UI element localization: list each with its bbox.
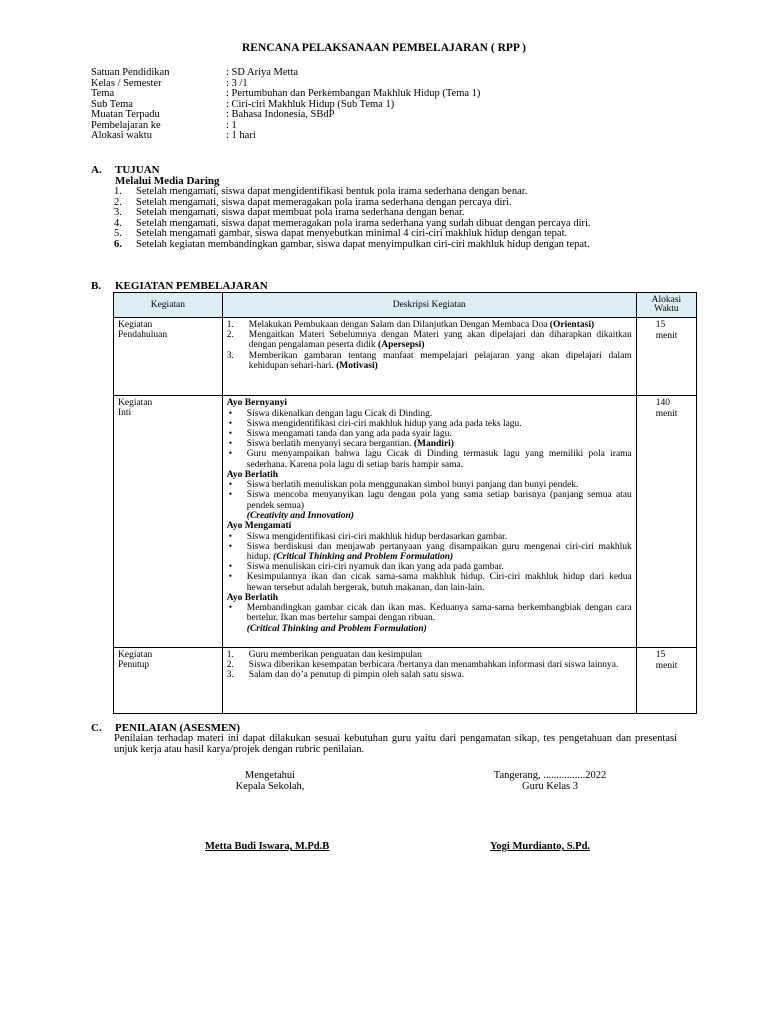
bullet-icon: • — [228, 531, 233, 542]
cell-kegiatan-label — [114, 396, 223, 648]
list-item — [227, 449, 632, 469]
list-item — [114, 240, 677, 251]
list-item — [227, 419, 632, 429]
signature-line1: Mengetahui — [244, 770, 296, 781]
cell-kegiatan-label — [114, 318, 223, 396]
item-text: Siswa dikenalkan dengan lagu Cicak di Dinding. — [246, 408, 433, 419]
meta-key: Sub Tema — [91, 98, 133, 110]
item-tag: (Orientasi) — [549, 320, 595, 330]
bullet-icon: • — [228, 418, 233, 429]
item-text: Siswa mengamati tanda dan yang ada pada syair lagu. — [246, 428, 452, 439]
item-number: 2. — [226, 660, 234, 671]
bullet-icon: • — [228, 541, 233, 552]
item-tag: (Critical Thinking and Problem Formulation) — [246, 623, 427, 634]
list-item — [227, 542, 632, 562]
item-number: 3. — [226, 670, 234, 681]
meta-key: Muatan Terpadu — [91, 109, 160, 120]
item-text: Setelah kegiatan membandingkan gambar, siswa dapat menyimpulkan ciri-ciri makhluk hidup dengan tepat. — [136, 238, 590, 250]
label-line2: Inti — [118, 408, 132, 418]
meta-value: : Pertumbuhan dan Perkembangan Makhluk Hidup (Tema 1) — [226, 88, 481, 99]
penilaian-text: Penilaian terhadap materi ini dapat dilakukan sesuai kebutuhan guru yaitu dari pengamatan sikap, tes pengetahuan dan presentasi unjuk kerja atau hasil karya/projek dengan rubric penilaian. — [114, 733, 677, 755]
meta-value: : 1 — [226, 119, 237, 131]
tujuan-subheading: Melalui Media Daring — [115, 175, 220, 187]
list-item — [227, 320, 632, 330]
section-title: TUJUAN — [115, 164, 160, 176]
tujuan-list — [114, 187, 677, 250]
meta-key: Alokasi waktu — [91, 130, 152, 141]
alokasi-value: 140 — [655, 398, 671, 408]
item-number: 6. — [114, 238, 122, 250]
item-tag: (Motivasi) — [336, 360, 378, 371]
item-text: Kesimpulannya ikan dan cicak sama-sama makhluk hidup. Ciri-ciri makhluk hidup dari kedua hewan tersebut adalah bergerak, butuh makanan, dan lain-lain. — [246, 572, 632, 593]
bullet-icon: • — [228, 449, 233, 460]
bullet-icon: • — [228, 480, 233, 491]
item-text: Siswa diberikan kesempatan berbicara /bertanya dan menambahkan informasi dari siswa lainnya. — [248, 660, 619, 671]
list-item — [227, 480, 632, 490]
alokasi-unit: menit — [655, 408, 678, 419]
item-text: Setelah mengamati, siswa dapat memeragakan pola irama sederhana dengan percaya diri. — [136, 196, 512, 208]
item-text: Siswa mengidentifikasi ciri-ciri makhluk hidup yang ada pada teks lagu. — [246, 418, 522, 429]
item-tag: (Creativity and Innovation) — [246, 510, 354, 521]
signature-left — [190, 770, 350, 792]
item-text: Siswa berlatih menyanyi secara bergantian. — [246, 439, 412, 450]
alokasi-unit: menit — [655, 330, 678, 341]
item-number: 1. — [114, 186, 122, 197]
item-number: 3. — [114, 207, 122, 218]
meta-value: : 1 hari — [226, 130, 256, 141]
list-item — [227, 330, 632, 350]
item-text: Siswa berdiskusi dan menjawab pertanyaan yang disampaikan guru mengenai ciri-ciri makhluk hidup. — [246, 541, 632, 562]
table-header-row — [114, 293, 697, 318]
signature-left-name: Metta Budi Iswara, M.Pd.B — [205, 841, 330, 852]
item-text: Memberikan gambaran tentang manfaat mempelajari pelajaran yang akan dipelajari dalam kehidupan sehari-hari. — [248, 350, 632, 371]
list-item — [227, 351, 632, 371]
header-kegiatan: Kegiatan — [114, 293, 223, 318]
group-heading: Ayo Berlatih — [226, 469, 279, 480]
item-text: Mengaitkan Materi Sebelumnya dengan Materi yang akan dipelajari dan diharapkan dikaitkan dengan pengalaman peserta didik — [248, 330, 632, 351]
item-text: Siswa mengidentifikasi ciri-ciri makhluk hidup berdasarkan gambar. — [246, 531, 508, 542]
group-heading: Ayo Mengamati — [226, 521, 292, 532]
section-title: PENILAIAN (ASESMEN) — [115, 722, 240, 734]
label-line1: Kegiatan — [118, 398, 153, 408]
signature-line1: Tangerang, ................2022 — [493, 770, 607, 781]
meta-info — [91, 68, 480, 142]
list-item — [227, 624, 632, 634]
item-number: 2. — [114, 196, 122, 208]
label-line1: Kegiatan — [118, 650, 153, 660]
section-kegiatan-heading — [91, 280, 268, 292]
list-item — [227, 650, 632, 660]
signature-right — [460, 770, 640, 792]
meta-key: Satuan Pendidikan — [91, 67, 170, 78]
list-item — [227, 439, 632, 449]
bullet-icon: • — [228, 408, 233, 419]
header-alokasi — [636, 293, 696, 318]
meta-value: : 3 /1 — [226, 77, 248, 89]
cell-alokasi — [636, 648, 696, 714]
bullet-icon: • — [228, 428, 233, 439]
list-item — [227, 409, 632, 419]
list-item — [227, 660, 632, 670]
bullet-icon: • — [228, 490, 233, 501]
label-line1: Kegiatan — [118, 320, 153, 330]
item-text: Setelah mengamati gambar, siswa dapat menyebutkan minimal 4 ciri-ciri makhluk hidup dengan tepat. — [136, 228, 568, 239]
item-number: 1. — [226, 320, 234, 330]
table-row-pendahuluan — [114, 318, 697, 396]
bullet-icon: • — [228, 562, 233, 573]
bullet-icon: • — [228, 603, 233, 614]
header-alokasi-line2: Waktu — [654, 304, 679, 314]
meta-row — [91, 131, 480, 142]
meta-value: : Bahasa Indonesia, SBdP — [226, 109, 335, 120]
header-alokasi-line1: Alokasi — [651, 295, 682, 305]
cell-deskripsi — [222, 318, 636, 396]
section-number: A. — [91, 164, 102, 176]
list-item — [227, 490, 632, 510]
cell-deskripsi — [222, 648, 636, 714]
section-number: B. — [91, 280, 102, 292]
meta-row — [91, 68, 480, 79]
alokasi-unit: menit — [655, 660, 678, 671]
item-text: Siswa mencoba menyanyikan lagu dengan pola yang sama setiap barisnya (panjang semua atau pendek semua) — [246, 490, 632, 511]
list-item — [227, 429, 632, 439]
group-heading: Ayo Bernyanyi — [226, 398, 288, 408]
kegiatan-table — [113, 292, 697, 714]
bullet-icon: • — [228, 439, 233, 450]
label-line2: Penutup — [118, 660, 150, 670]
document-title: RENCANA PELAKSANAAN PEMBELAJARAN ( RPP ) — [242, 42, 526, 54]
table-row-penutup — [114, 648, 697, 714]
item-text: Guru menyampaikan bahwa lagu Cicak di Dinding termasuk lagu yang memiliki pola irama sederhana. Karena pola lagu di setiap baris hampir sama. — [246, 449, 632, 470]
table-row-inti — [114, 396, 697, 648]
meta-key: Tema — [91, 88, 115, 99]
group-heading: Ayo Berlatih — [226, 592, 279, 603]
item-text: Salam dan do’a penutup di pimpin oleh salah satu siswa. — [248, 670, 465, 681]
list-item — [227, 670, 632, 680]
list-item — [227, 603, 632, 623]
item-text: Siswa berlatih menuliskan pola menggunakan simbol bunyi panjang dan bunyi pendek. — [246, 480, 579, 491]
item-number: 1. — [226, 650, 234, 660]
item-text: Guru memberikan penguatan dan kesimpulan — [248, 650, 422, 660]
item-tag: (Mandiri) — [413, 439, 454, 450]
list-item — [227, 511, 632, 521]
item-text: Membandingkan gambar cicak dan ikan mas. Keduanya sama-sama berkembangbiak dengan cara bertelur. Ikan mas bertelur sampai dengan ribuan. — [246, 603, 632, 624]
item-tag: (Critical Thinking and Problem Formulation) — [273, 551, 454, 562]
cell-alokasi — [636, 396, 696, 648]
signature-right-name: Yogi Murdianto, S.Pd. — [490, 841, 591, 852]
alokasi-value: 15 — [655, 650, 666, 660]
item-text: Setelah mengamati, siswa dapat mengidentifikasi bentuk pola irama sederhana dengan benar. — [136, 186, 528, 197]
alokasi-value: 15 — [655, 320, 666, 330]
bullet-icon: • — [228, 572, 233, 583]
item-text: Setelah mengamati, siswa dapat memeragakan pola irama sederhana yang sudah dibuat dengan percaya diri. — [136, 217, 591, 229]
meta-value: : SD Ariya Metta — [226, 67, 299, 78]
list-item — [227, 532, 632, 542]
item-number: 5. — [114, 228, 122, 239]
cell-alokasi — [636, 318, 696, 396]
item-text: Setelah mengamati, siswa dapat membuat pola irama sederhana dengan benar. — [136, 207, 465, 218]
item-text: Siswa menuliskan ciri-ciri nyamuk dan ikan yang ada pada gambar. — [246, 562, 504, 573]
list-item — [227, 572, 632, 592]
meta-value: : Ciri-ciri Makhluk Hidup (Sub Tema 1) — [226, 98, 395, 110]
signature-line2: Guru Kelas 3 — [522, 781, 578, 792]
item-number: 3. — [226, 350, 234, 361]
meta-key: Pembelajaran ke — [91, 119, 161, 131]
header-deskripsi: Deskripsi Kegiatan — [222, 293, 636, 318]
list-item — [227, 562, 632, 572]
meta-key: Kelas / Semester — [91, 77, 162, 89]
section-number: C. — [91, 722, 102, 734]
cell-deskripsi — [222, 396, 636, 648]
section-title: KEGIATAN PEMBELAJARAN — [115, 280, 268, 292]
cell-kegiatan-label — [114, 648, 223, 714]
signature-line2: Kepala Sekolah, — [235, 781, 305, 792]
item-number: 4. — [114, 217, 122, 229]
item-text: Melakukan Pembukaan dengan Salam dan Dilanjutkan Dengan Membaca Doa — [248, 320, 548, 330]
label-line2: Pendahuluan — [118, 330, 168, 340]
item-number: 2. — [226, 330, 234, 341]
item-tag: (Apersepsi) — [378, 340, 425, 351]
meta-row — [91, 110, 480, 121]
